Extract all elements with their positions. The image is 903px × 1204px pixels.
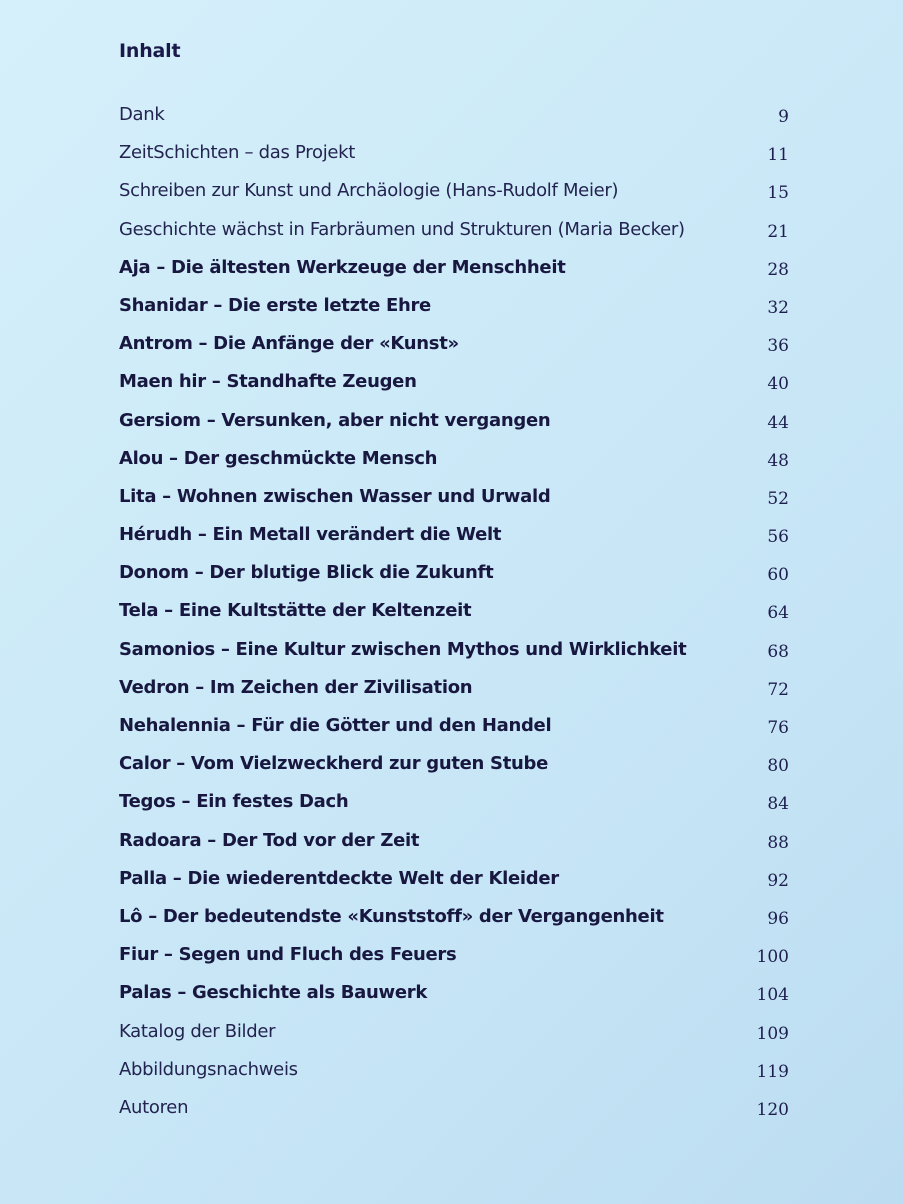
toc-entry-title: Palas – Geschichte als Bauwerk: [119, 982, 427, 1004]
page-title: Inhalt: [119, 40, 181, 62]
toc-entry-title: Nehalennia – Für die Götter und den Handel: [119, 715, 552, 736]
toc-entry-page-number: 32: [767, 297, 789, 318]
toc-entry-page-number: 119: [756, 1061, 789, 1082]
toc-entry: [119, 944, 799, 982]
toc-entry: [119, 715, 799, 753]
toc-entry: [119, 600, 799, 638]
toc-entry-page-number: 11: [767, 145, 789, 166]
toc-entry-title: Radoara – Der Tod vor der Zeit: [119, 829, 420, 851]
toc-entry-title: Aja – Die ältesten Werkzeuge der Menschheit: [119, 256, 566, 278]
toc-entry: [119, 371, 799, 409]
toc-entry-title: Lô – Der bedeutendste «Kunststoff» der Vergangenheit: [119, 905, 664, 927]
toc-entry: [119, 677, 799, 715]
toc-entry-page-number: 88: [767, 832, 789, 853]
toc-entry-title: Alou – Der geschmückte Mensch: [119, 447, 438, 469]
toc-entry-page-number: 109: [756, 1023, 789, 1044]
toc-entry-page-number: 120: [756, 1099, 789, 1120]
toc-entry-title: Schreiben zur Kunst und Archäologie (Hans-Rudolf Meier): [119, 180, 619, 202]
toc-entry: [119, 295, 799, 333]
toc-entry-page-number: 9: [778, 107, 789, 127]
toc-entry: [119, 486, 799, 524]
toc-entry-page-number: 76: [767, 718, 789, 738]
toc-entry-title: Hérudh – Ein Metall verändert die Welt: [119, 524, 502, 546]
toc-entry-page-number: 52: [767, 488, 789, 509]
toc-entry-title: Autoren: [119, 1096, 189, 1118]
toc-entry-page-number: 15: [767, 183, 789, 204]
toc-entry-page-number: 68: [767, 641, 789, 662]
toc-entry-title: Lita – Wohnen zwischen Wasser und Urwald: [119, 485, 551, 507]
toc-entry-page-number: 96: [767, 908, 789, 929]
toc-entry: [119, 562, 799, 600]
toc-entry-page-number: 28: [767, 259, 789, 280]
table-of-contents: [119, 104, 799, 1135]
toc-entry: [119, 906, 799, 944]
toc-entry-title: Tela – Eine Kultstätte der Keltenzeit: [119, 600, 472, 622]
toc-entry-title: Antrom – Die Anfänge der «Kunst»: [119, 333, 459, 355]
toc-entry: [119, 791, 799, 829]
toc-entry-page-number: 104: [756, 985, 789, 1006]
toc-entry-title: Dank: [119, 104, 165, 125]
toc-entry-title: Donom – Der blutige Blick die Zukunft: [119, 562, 494, 584]
toc-entry: [119, 524, 799, 562]
toc-entry-page-number: 36: [767, 336, 789, 357]
toc-entry-title: Samonios – Eine Kultur zwischen Mythos und Wirklichkeit: [119, 638, 687, 660]
toc-entry-page-number: 100: [756, 947, 789, 968]
toc-entry-page-number: 92: [767, 870, 789, 891]
toc-entry-title: Geschichte wächst in Farbräumen und Strukturen (Maria Becker): [119, 218, 685, 240]
toc-entry-title: Maen hir – Standhafte Zeugen: [119, 371, 417, 393]
toc-entry-page-number: 48: [767, 450, 789, 471]
toc-entry: [119, 257, 799, 295]
toc-entry: [119, 868, 799, 906]
toc-entry: [119, 142, 799, 180]
toc-entry: [119, 753, 799, 791]
toc-entry: [119, 448, 799, 486]
toc-entry-page-number: 40: [767, 374, 789, 395]
toc-entry-title: Shanidar – Die erste letzte Ehre: [119, 294, 431, 316]
toc-entry: [119, 1021, 799, 1059]
toc-entry: [119, 830, 799, 868]
toc-entry: [119, 180, 799, 218]
toc-entry-title: Vedron – Im Zeichen der Zivilisation: [119, 676, 473, 698]
toc-entry: [119, 1097, 799, 1135]
toc-entry: [119, 333, 799, 371]
toc-entry: [119, 410, 799, 448]
toc-entry: [119, 219, 799, 257]
toc-entry-title: Palla – Die wiederentdeckte Welt der Kleider: [119, 867, 559, 889]
toc-entry-page-number: 72: [767, 679, 789, 700]
toc-entry-page-number: 84: [767, 794, 789, 815]
toc-entry: [119, 982, 799, 1020]
toc-entry: [119, 1059, 799, 1097]
toc-entry-page-number: 56: [767, 527, 789, 548]
toc-entry-page-number: 80: [767, 756, 789, 777]
toc-entry: [119, 639, 799, 677]
toc-entry-title: ZeitSchichten – das Projekt: [119, 142, 356, 164]
toc-entry-title: Fiur – Segen und Fluch des Feuers: [119, 944, 457, 966]
toc-entry-page-number: 64: [767, 603, 789, 624]
toc-entry: [119, 104, 799, 142]
toc-entry-title: Tegos – Ein festes Dach: [119, 791, 349, 813]
toc-entry-title: Calor – Vom Vielzweckherd zur guten Stube: [119, 753, 549, 775]
toc-entry-page-number: 44: [767, 412, 789, 433]
toc-entry-title: Abbildungsnachweis: [119, 1058, 298, 1080]
toc-entry-title: Katalog der Bilder: [119, 1020, 276, 1042]
toc-entry-page-number: 60: [767, 565, 789, 586]
toc-entry-page-number: 21: [767, 221, 789, 242]
toc-entry-title: Gersiom – Versunken, aber nicht vergangen: [119, 409, 551, 431]
